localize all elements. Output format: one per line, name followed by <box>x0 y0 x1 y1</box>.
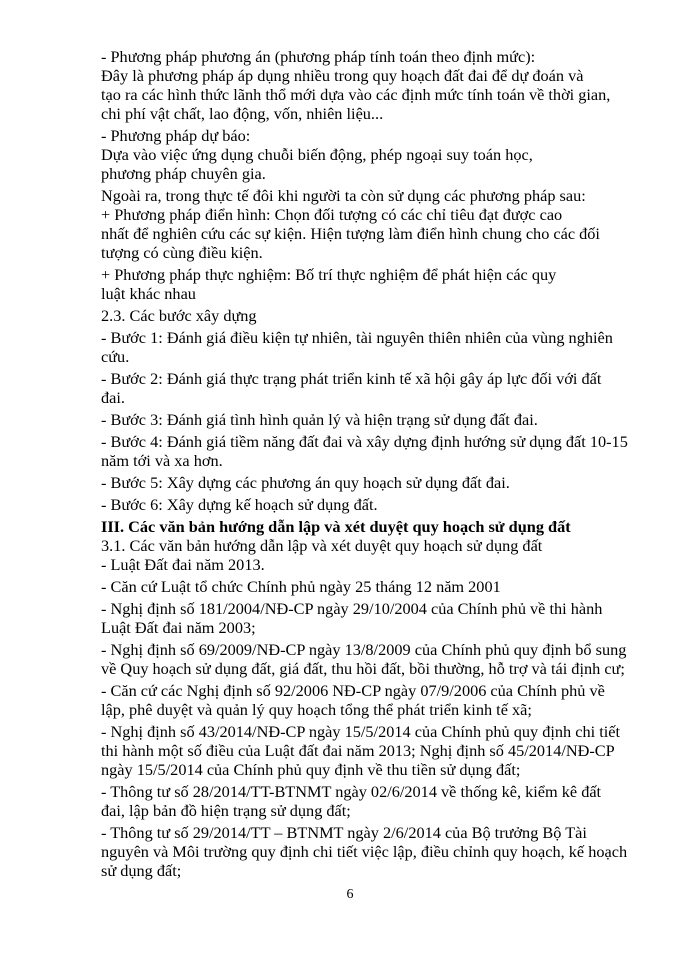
text-line: Đây là phương pháp áp dụng nhiều trong quy hoạch đất đai để dự đoán và <box>101 66 584 85</box>
text-line: - Bước 4: Đánh giá tiềm năng đất đai và xây dựng định hướng sử dụng đất 10-15 <box>101 432 628 451</box>
text-line: - Thông tư số 29/2014/TT – BTNMT ngày 2/6/2014 của Bộ trưởng Bộ Tài <box>101 823 587 842</box>
text-line: - Bước 1: Đánh giá điều kiện tự nhiên, tài nguyên thiên nhiên của vùng nghiên <box>101 328 613 347</box>
text-line: cứu. <box>101 347 130 366</box>
text-line: + Phương pháp điển hình: Chọn đối tượng có các chỉ tiêu đạt được cao <box>101 205 563 224</box>
text-line: Ngoài ra, trong thực tế đôi khi người ta còn sử dụng các phương pháp sau: <box>101 186 586 205</box>
text-line: về Quy hoạch sử dụng đất, giá đất, thu hồi đất, bồi thường, hỗ trợ và tái định cư; <box>101 659 625 678</box>
text-line: - Bước 6: Xây dựng kế hoạch sử dụng đất. <box>101 495 378 514</box>
text-line: luật khác nhau <box>101 284 196 303</box>
text-line: - Phương pháp phương án (phương pháp tính toán theo định mức): <box>101 47 536 66</box>
text-line: Luật Đất đai năm 2003; <box>101 618 256 637</box>
text-line: - Thông tư số 28/2014/TT-BTNMT ngày 02/6/2014 về thống kê, kiểm kê đất <box>101 782 602 801</box>
text-line: - Bước 5: Xây dựng các phương án quy hoạch sử dụng đất đai. <box>101 473 510 492</box>
text-line: - Nghị định số 43/2014/NĐ-CP ngày 15/5/2014 của Chính phủ quy định chi tiết <box>101 722 621 741</box>
text-line: lập, phê duyệt và quản lý quy hoạch tổng thể phát triển kinh tế xã; <box>101 700 532 719</box>
text-line: nguyên và Môi trường quy định chi tiết việc lập, điều chỉnh quy hoạch, kế hoạch <box>101 842 628 861</box>
text-line: - Nghị định số 69/2009/NĐ-CP ngày 13/8/2009 của Chính phủ quy định bổ sung <box>101 640 627 659</box>
text-line: tạo ra các hình thức lãnh thổ mới dựa vào các định mức tính toán về thời gian, <box>101 85 611 104</box>
page-number: 6 <box>346 887 354 902</box>
text-line: nhất để nghiên cứu các sự kiện. Hiện tượng làm điển hình chung cho các đối <box>101 224 600 243</box>
text-line: sử dụng đất; <box>101 861 182 880</box>
chapter-heading: III. Các văn bản hướng dẫn lập và xét duyệt quy hoạch sử dụng đất <box>101 517 571 536</box>
text-line: Dựa vào việc ứng dụng chuỗi biến động, phép ngoại suy toán học, <box>101 145 533 164</box>
section-heading: 3.1. Các văn bản hướng dẫn lập và xét duyệt quy hoạch sử dụng đất <box>101 536 543 555</box>
text-line: đai, lập bản đồ hiện trạng sử dụng đất; <box>101 801 351 820</box>
text-line: - Căn cứ các Nghị định số 92/2006 NĐ-CP ngày 07/9/2006 của Chính phủ về <box>101 681 605 700</box>
text-line: chi phí vật chất, lao động, vốn, nhiên liệu... <box>101 104 384 123</box>
text-line: ngày 15/5/2014 của Chính phủ quy định về thu tiền sử dụng đất; <box>101 760 521 779</box>
text-line: - Luật Đất đai năm 2013. <box>101 555 265 574</box>
text-line: - Nghị định số 181/2004/NĐ-CP ngày 29/10/2004 của Chính phủ về thi hành <box>101 599 603 618</box>
section-heading: 2.3. Các bước xây dựng <box>101 306 257 325</box>
text-line: + Phương pháp thực nghiệm: Bố trí thực nghiệm để phát hiện các quy <box>101 265 557 284</box>
text-line: thi hành một số điều của Luật đất đai năm 2013; Nghị định số 45/2014/NĐ-CP <box>101 741 615 760</box>
text-line: tượng có cùng điều kiện. <box>101 243 263 262</box>
text-line: - Bước 2: Đánh giá thực trạng phát triển kinh tế xã hội gây áp lực đối với đất <box>101 369 602 388</box>
text-line: - Căn cứ Luật tổ chức Chính phủ ngày 25 tháng 12 năm 2001 <box>101 577 501 596</box>
text-line: - Bước 3: Đánh giá tình hình quản lý và hiện trạng sử dụng đất đai. <box>101 410 538 429</box>
text-line: năm tới và xa hơn. <box>101 451 223 470</box>
page-body <box>101 47 641 880</box>
text-line: đai. <box>101 388 125 407</box>
text-line: - Phương pháp dự báo: <box>101 126 251 145</box>
text-line: phương pháp chuyên gia. <box>101 164 266 183</box>
